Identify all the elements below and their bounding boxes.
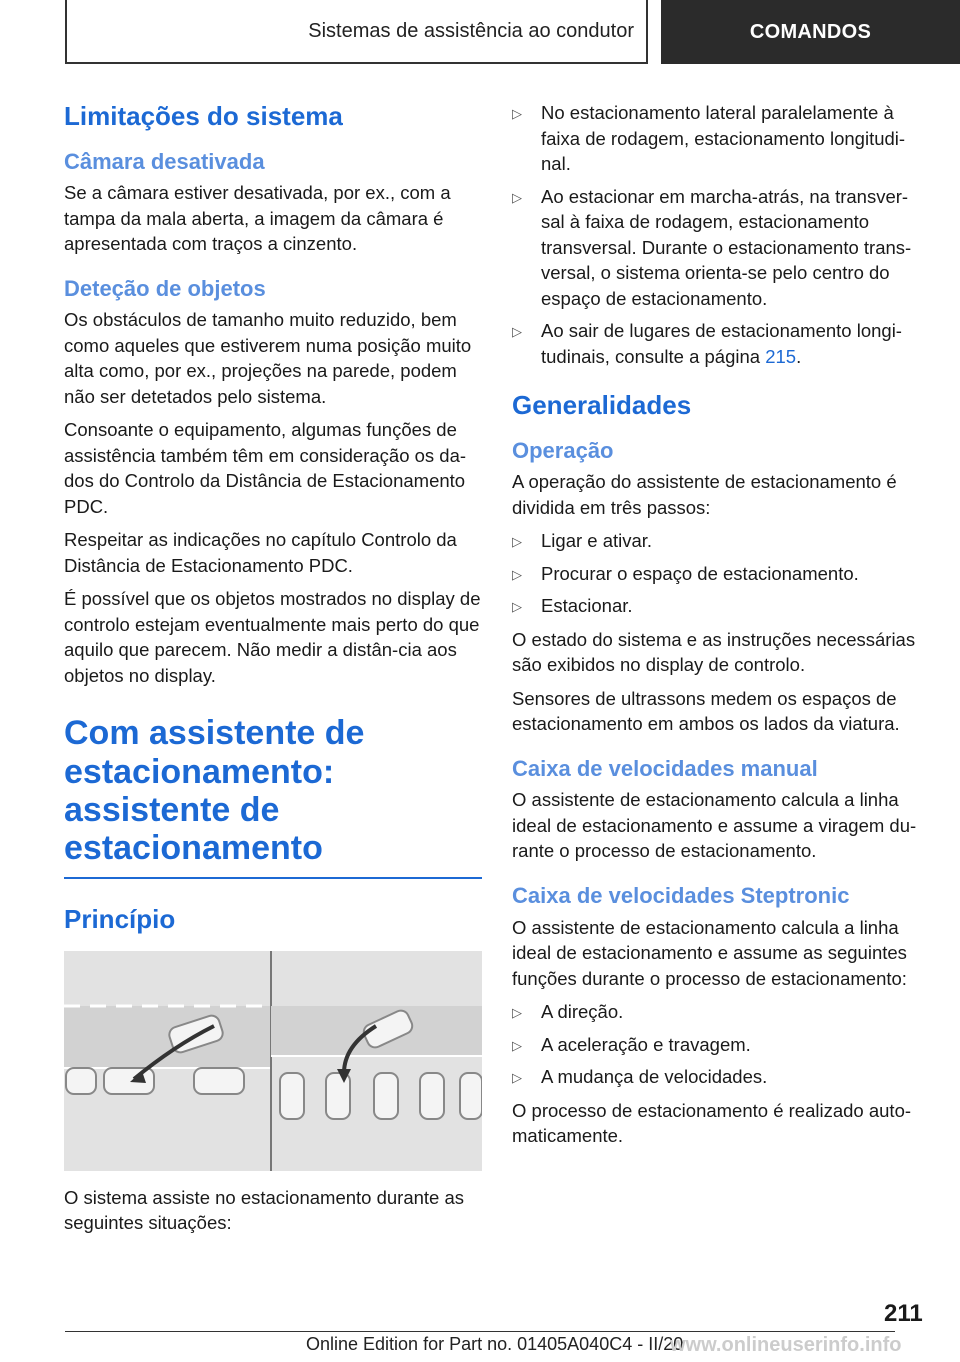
camara-paragraph: Se a câmara estiver desativada, por ex., com a tampa da mala aberta, a imagem da câmara é apresentada com traços a cinzento. bbox=[64, 182, 451, 255]
generalidades-heading: Generalidades bbox=[512, 390, 692, 420]
list-item: ▷ A aceleração e travagem. bbox=[512, 1032, 930, 1058]
chapter-title: Com assistente de estacionamento: assistente de estacionamento bbox=[64, 714, 365, 867]
triangle-right-icon: ▷ bbox=[512, 324, 522, 339]
funcoes-list bbox=[512, 999, 930, 1090]
list-item: ▷ Estacionar. bbox=[512, 593, 930, 619]
footer-rule bbox=[65, 1331, 895, 1332]
detecao-paragraph-2: Consoante o equipamento, algumas funções de assistência também têm em consideração os da-dos do Controlo da Distância de Estacionamento PDC. bbox=[64, 419, 467, 517]
list-item: ▷ A direção. bbox=[512, 999, 930, 1025]
processo-paragraph: O processo de estacionamento é realizado auto-maticamente. bbox=[512, 1099, 912, 1147]
triangle-right-icon: ▷ bbox=[512, 1070, 522, 1086]
list-item: ▷ No estacionamento lateral paralelamente à faixa de rodagem, estacionamento longitudi-nal. bbox=[512, 102, 906, 174]
situacoes-list bbox=[512, 100, 930, 369]
page-link-215[interactable]: 215 bbox=[765, 345, 797, 367]
triangle-right-icon: ▷ bbox=[512, 106, 522, 121]
limitacoes-heading: Limitações do sistema bbox=[64, 101, 343, 131]
triangle-right-icon: ▷ bbox=[512, 534, 522, 550]
list-item: ▷ Ao sair de lugares de estacionamento longi-tudinais, consulte a página 215. bbox=[512, 320, 902, 367]
right-column bbox=[512, 100, 930, 1157]
detecao-heading: Deteção de objetos bbox=[64, 275, 266, 301]
header-tab-label: COMANDOS bbox=[749, 20, 872, 43]
header-tab-comandos[interactable] bbox=[661, 0, 960, 64]
camara-heading: Câmara desativada bbox=[64, 148, 265, 174]
steptronic-paragraph: O assistente de estacionamento calcula a linha ideal de estacionamento e assume as seguintes funções durante o processo de estacionamento: bbox=[512, 916, 907, 989]
principio-heading: Princípio bbox=[64, 903, 176, 934]
manual-heading: Caixa de velocidades manual bbox=[512, 755, 818, 781]
page-number: 211 bbox=[884, 1300, 923, 1327]
triangle-right-icon: ▷ bbox=[512, 1037, 522, 1053]
steptronic-heading: Caixa de velocidades Steptronic bbox=[512, 882, 850, 908]
operacao-heading: Operação bbox=[512, 437, 614, 463]
left-column bbox=[64, 100, 482, 1244]
manual-paragraph: O assistente de estacionamento calcula a linha ideal de estacionamento e assume a viragem du-rante o processo de estacionamento. bbox=[512, 789, 917, 862]
header-section-title bbox=[65, 0, 648, 64]
list-item: ▷ Procurar o espaço de estacionamento. bbox=[512, 561, 930, 587]
parking-diagram bbox=[64, 951, 482, 1171]
passos-list bbox=[512, 528, 930, 619]
footer-watermark: www.onlineuserinfo.info bbox=[670, 1334, 902, 1356]
footer-edition: Online Edition for Part no. 01405A040C4 - II/20 bbox=[306, 1334, 684, 1354]
detecao-paragraph-1: Os obstáculos de tamanho muito reduzido, bem como aqueles que estiverem numa posição muito alta como, por ex., projeções na parede, podem não ser detetados pelo sistema. bbox=[64, 309, 472, 407]
sensores-paragraph: Sensores de ultrassons medem os espaços de estacionamento em ambos os lados da viatura. bbox=[512, 687, 900, 735]
triangle-right-icon: ▷ bbox=[512, 1005, 522, 1021]
header-section-label: Sistemas de assistência ao condutor bbox=[308, 19, 634, 42]
operacao-paragraph: A operação do assistente de estacionamento é dividida em três passos: bbox=[512, 471, 897, 518]
list-item: ▷ Ao estacionar em marcha-atrás, na transver-sal à faixa de rodagem, estacionamento transversal. Durante o estacionamento trans-versal, o sistema orienta-se pelo centro do espaço de estacionamento. bbox=[512, 185, 912, 309]
detecao-paragraph-4: É possível que os objetos mostrados no display de controlo estejam eventualmente mais perto do que aquilo que parecem. Não medir a distân-cia aos objetos no display. bbox=[64, 588, 481, 686]
detecao-paragraph-3: Respeitar as indicações no capítulo Controlo da Distância de Estacionamento PDC. bbox=[64, 529, 457, 576]
triangle-right-icon: ▷ bbox=[512, 599, 522, 615]
triangle-right-icon: ▷ bbox=[512, 189, 522, 205]
principio-paragraph: O sistema assiste no estacionamento durante as seguintes situações: bbox=[64, 1186, 465, 1234]
list-item: ▷ Ligar e ativar. bbox=[512, 528, 930, 554]
parking-illustration bbox=[64, 951, 482, 1171]
estado-paragraph: O estado do sistema e as instruções necessárias são exibidos no display de controlo. bbox=[512, 628, 916, 676]
list-item: ▷ A mudança de velocidades. bbox=[512, 1064, 930, 1090]
chapter-rule bbox=[64, 877, 482, 879]
triangle-right-icon: ▷ bbox=[512, 566, 522, 582]
